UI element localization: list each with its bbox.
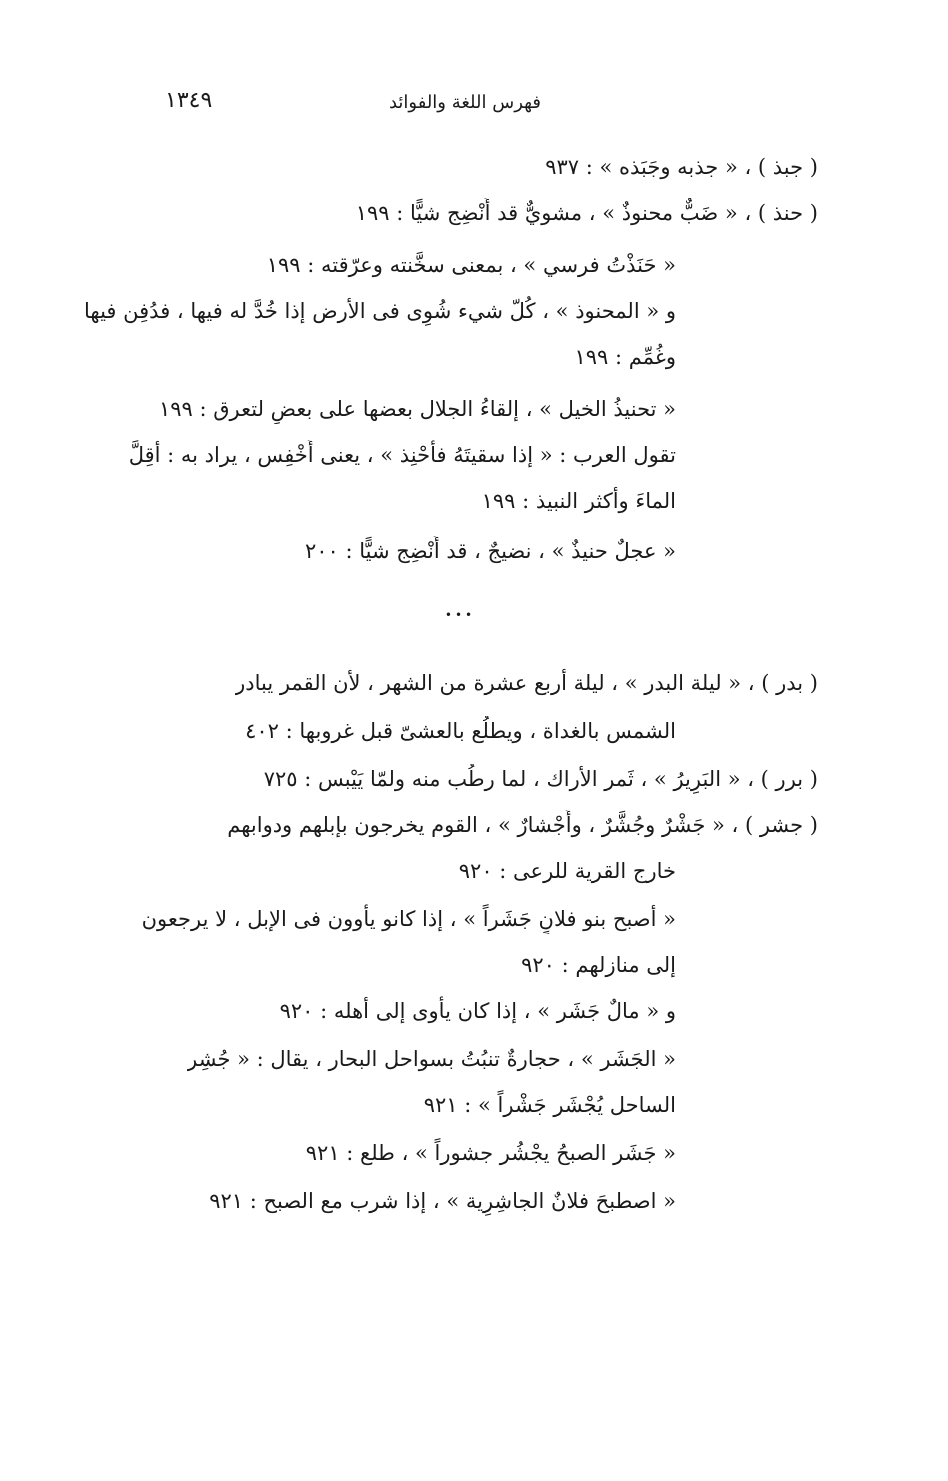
entry-line: ( حنذ ) ، « ضَبٌّ محنوذٌ » ، مشويٌّ قد أُنْضِج شيًّا : ١٩٩ bbox=[355, 201, 818, 225]
entry-line: ( برر ) ، « البَرِيرُ » ، ثَمر الأراك ، لما رطُب منه ولمّا يَيْبس : ٧٢٥ bbox=[263, 767, 818, 791]
entry-line: « أصبح بنو فلانٍ جَشَراً » ، إذا كانو يأوون فى الإبل ، لا يرجعون bbox=[141, 907, 676, 931]
entry-line: « تحنيذُ الخيل » ، إلقاءُ الجلال بعضها على بعضٍ لتعرق : ١٩٩ bbox=[158, 397, 676, 421]
entry-line: « الجَشَر » ، حجارةٌ تنبُتُ بسواحل البحار ، يقال : « جُشِر bbox=[187, 1047, 676, 1071]
entry-line: ( جشر ) ، « جَشْرٌ وجُشَّرٌ ، وأَجْشارٌ » ، القوم يخرجون بإبلهم ودوابهم bbox=[227, 813, 818, 837]
entry-line: تقول العرب : « إذا سقيتَهُ فأحْنِذ » ، يعنى أَخْفِس ، يراد به : أقِلَّ bbox=[128, 443, 676, 467]
entry-line: و « المحنوذ » ، كُلّ شيء شُوِى فى الأرض إذا خُدَّ له فيها ، فدُفِن فيها bbox=[84, 299, 676, 323]
entry-line: ( جبذ ) ، « جذبه وجَبَذه » : ٩٣٧ bbox=[545, 155, 818, 179]
entry-line: وغُمِّم : ١٩٩ bbox=[574, 345, 676, 369]
entry-line: « عجلٌ حنيذٌ » ، نضيجٌ ، قد أُنْضِج شيًّا : ٢٠٠ bbox=[304, 539, 676, 563]
section-separator: ••• bbox=[444, 608, 476, 622]
entry-line: الماءَ وأكثر النبيذ : ١٩٩ bbox=[481, 489, 676, 513]
entry-line: « جَشَر الصبحُ يجْشُر جشوراً » ، طلع : ٩٢١ bbox=[305, 1141, 676, 1165]
entry-line: و « مالٌ جَشَر » ، إذا كان يأوى إلى أهله : ٩٢٠ bbox=[279, 999, 676, 1023]
entry-line: ( بدر ) ، « ليلة البدر » ، ليلة أربع عشرة من الشهر ، لأن القمر يبادر bbox=[235, 671, 818, 695]
entry-line: « حَنَذْتُ فرسي » ، بمعنى سخَّنته وعرّقته : ١٩٩ bbox=[266, 253, 676, 277]
entry-line: الساحل يُجْشَر جَشْراً » : ٩٢١ bbox=[423, 1093, 676, 1117]
entry-line: الشمس بالغداة ، ويطلُع بالعشىّ قبل غروبها : ٤٠٢ bbox=[245, 719, 676, 743]
running-header-title: فهرس اللغة والفوائد bbox=[388, 92, 542, 113]
page-number: ١٣٤٩ bbox=[165, 88, 213, 113]
entry-line: « اصطبحَ فلانٌ الجاشِرِية » ، إذا شرب مع الصبح : ٩٢١ bbox=[209, 1189, 676, 1213]
entry-line: خارج القرية للرعى : ٩٢٠ bbox=[458, 859, 676, 883]
entry-line: إلى منازلهم : ٩٢٠ bbox=[521, 953, 676, 977]
